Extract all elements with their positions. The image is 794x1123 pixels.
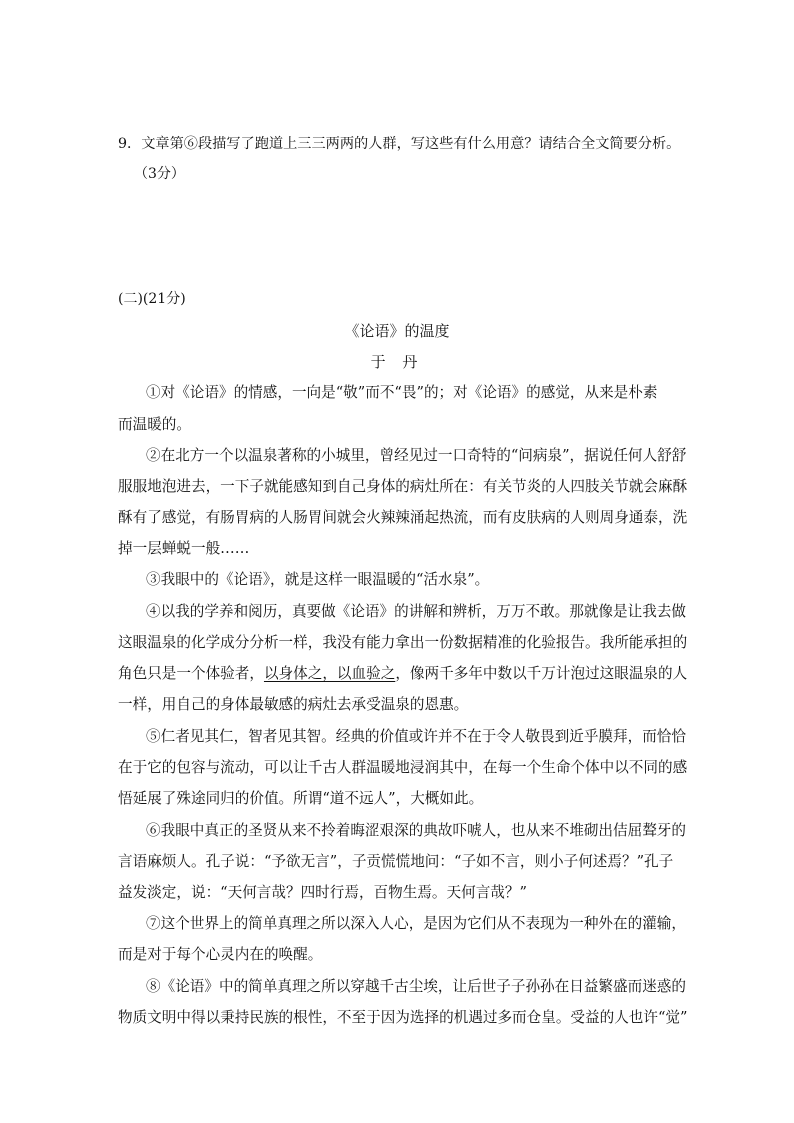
paragraph-4-line-3-start: 角色只是一个体验者， xyxy=(118,665,264,682)
paragraph-6-line-2: 言语麻烦人。孔子说：“予欲无言”，子贡慌慌地问：“子如不言，则小子何述焉？”孔子 xyxy=(118,853,674,870)
underlined-phrase: 以身体之，以血验之 xyxy=(263,665,396,682)
paragraph-4-line-1: ④以我的学养和阅历，真要做《论语》的讲解和辨析，万万不敢。那就像是让我去做 xyxy=(146,603,686,620)
paragraph-3-line-1: ③我眼中的《论语》，就是这样一眼温暖的“活水泉”。 xyxy=(146,571,490,588)
paragraph-1-line-1: ①对《论语》的情感，一向是“敬”而不“畏”的；对《论语》的感觉，从来是朴素 xyxy=(146,384,658,401)
section-label: (二)(21分) xyxy=(118,291,186,307)
paragraph-1-line-2: 而温暖的。 xyxy=(118,416,191,433)
paragraph-8-line-2: 物质文明中得以秉持民族的根性，不至于因为选择的机遇过多而仓皇。受益的人也许“觉” xyxy=(118,1009,688,1026)
paragraph-2-line-3: 酥有了感觉，有肠胃病的人肠胃间就会火辣辣涌起热流，而有皮肤病的人则周身通泰，洗 xyxy=(118,509,688,526)
paragraph-4-line-3-end: ，像两千多年中数以千万计泡过这眼温泉的人 xyxy=(395,665,688,682)
paragraph-2-line-2: 服服地泡进去，一下子就能感知到自己身体的病灶所在：有关节炎的人四肢关节就会麻酥 xyxy=(118,478,688,495)
paragraph-2-line-4: 掉一层蝉蜕一般…… xyxy=(118,540,250,557)
question-9: 9．文章第⑥段描写了跑道上三三两两的人群，写这些有什么用意？请结合全文简要分析。 xyxy=(118,136,681,152)
paragraph-5-line-3: 悟延展了殊途同归的价值。所谓“道不远人”，大概如此。 xyxy=(118,790,484,807)
paragraph-8-line-1: ⑧《论语》中的简单真理之所以穿越千古尘埃，让后世子子孙孙在日益繁盛而迷惑的 xyxy=(146,978,686,995)
question-score: （3分） xyxy=(134,166,185,182)
paragraph-4-line-4: 一样，用自己的身体最敏感的病灶去承受温泉的恩惠。 xyxy=(118,696,469,713)
paragraph-4-line-3 xyxy=(118,664,688,684)
paragraph-4-line-2: 这眼温泉的化学成分分析一样，我没有能力拿出一份数据精准的化验报告。我所能承担的 xyxy=(118,634,688,651)
paragraph-7-line-1: ⑦这个世界上的简单真理之所以深入人心，是因为它们从不表现为一种外在的灌输， xyxy=(146,915,686,932)
paragraph-6-line-1: ⑥我眼中真正的圣贤从来不拎着晦涩艰深的典故吓唬人，也从来不堆砌出佶屈聱牙的 xyxy=(146,822,686,839)
paragraph-7-line-2: 而是对于每个心灵内在的唤醒。 xyxy=(118,946,323,963)
article-author: 于 丹 xyxy=(370,353,424,371)
article-title: 《论语》的温度 xyxy=(344,322,450,340)
paragraph-5-line-2: 在于它的包容与流动，可以让千古人群温暖地浸润其中，在每一个生命个体中以不同的感 xyxy=(118,759,688,776)
paragraph-2-line-1: ②在北方一个以温泉著称的小城里，曾经见过一口奇特的“问病泉”，据说任何人舒舒 xyxy=(146,447,687,464)
paragraph-6-line-3: 益发淡定，说：“天何言哉？四时行焉，百物生焉。天何言哉？” xyxy=(118,884,527,901)
paragraph-5-line-1: ⑤仁者见其仁，智者见其智。经典的价值或许并不在于令人敬畏到近乎膜拜，而恰恰 xyxy=(146,728,686,745)
